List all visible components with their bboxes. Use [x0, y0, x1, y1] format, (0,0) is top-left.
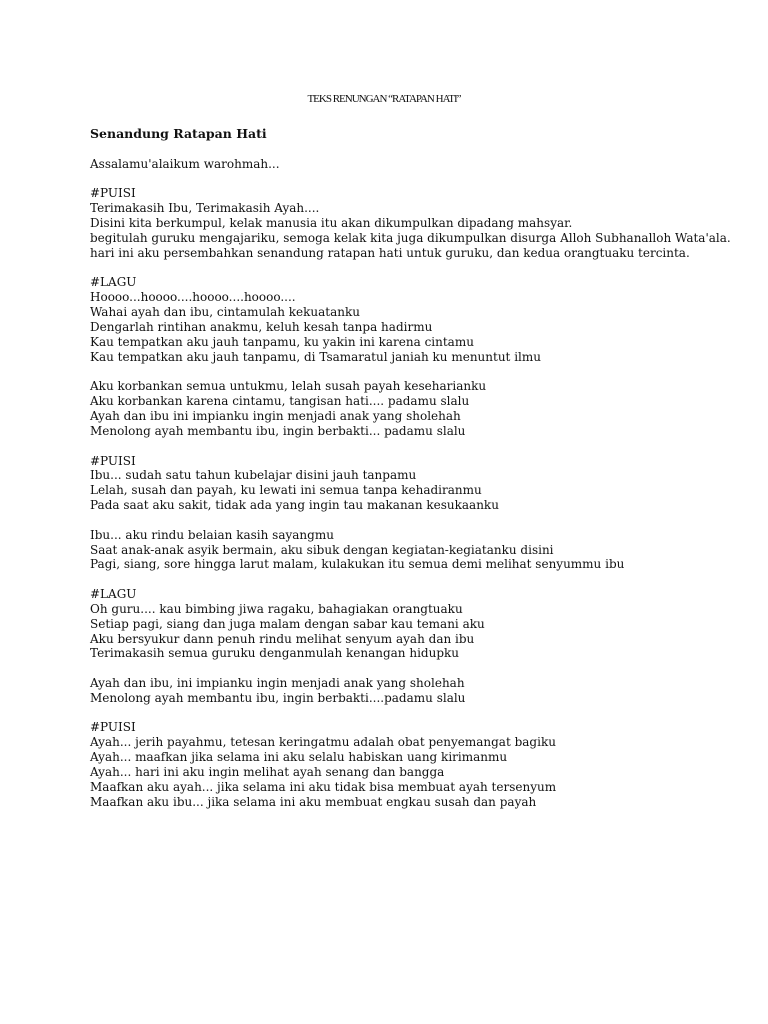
paragraph — [90, 720, 730, 809]
text-line: Maafkan aku ibu... jika selama ini aku membuat engkau susah dan payah — [90, 794, 537, 809]
text-line: Aku korbankan karena cintamu, tangisan hati.... padamu slalu — [90, 394, 470, 409]
text-line: #PUISI — [90, 720, 136, 735]
paragraph-list — [90, 157, 730, 810]
paragraph — [90, 676, 730, 706]
text-line: Aku korbankan semua untukmu, lelah susah payah keseharianku — [90, 379, 487, 394]
text-line: Menolong ayah membantu ibu, ingin berbakti....padamu slalu — [90, 690, 466, 705]
paragraph — [90, 275, 730, 364]
text-line: hari ini aku persembahkan senandung ratapan hati untuk guruku, dan kedua orangtuaku tercinta. — [90, 246, 690, 261]
paragraph — [90, 379, 730, 439]
text-line: Hoooo...hoooo....hoooo....hoooo.... — [90, 290, 296, 305]
document-title: TEKS RENUNGAN “RATAPAN HATI” — [307, 93, 461, 105]
text-line: Pada saat aku sakit, tidak ada yang ingin tau makanan kesukaanku — [90, 498, 499, 513]
text-line: #LAGU — [90, 275, 137, 290]
text-line: Dengarlah rintihan anakmu, keluh kesah tanpa hadirmu — [90, 320, 433, 335]
text-line: Oh guru.... kau bimbing jiwa ragaku, bahagiakan orangtuaku — [90, 601, 463, 616]
paragraph — [90, 528, 730, 573]
text-line: Menolong ayah membantu ibu, ingin berbakti... padamu slalu — [90, 424, 466, 439]
text-line: Setiap pagi, siang dan juga malam dengan sabar kau temani aku — [90, 616, 485, 631]
text-line: Aku bersyukur dann penuh rindu melihat senyum ayah dan ibu — [90, 631, 475, 646]
paragraph — [90, 454, 730, 514]
text-line: Ayah dan ibu, ini impianku ingin menjadi anak yang sholehah — [90, 675, 465, 690]
text-line: Saat anak-anak asyik bermain, aku sibuk dengan kegiatan-kegiatanku disini — [90, 542, 554, 557]
text-line: Maafkan aku ayah... jika selama ini aku tidak bisa membuat ayah tersenyum — [90, 779, 557, 794]
text-line: begitulah guruku mengajariku, semoga kelak kita juga dikumpulkan disurga Alloh Subhanalloh Wata'ala. — [90, 231, 731, 246]
text-line: Terimakasih semua guruku denganmulah kenangan hidupku — [90, 646, 460, 661]
text-line: Wahai ayah dan ibu, cintamulah kekuatanku — [90, 305, 361, 320]
text-line: Ayah... maafkan jika selama ini aku selalu habiskan uang kirimanmu — [90, 750, 508, 764]
section-heading: Senandung Ratapan Hati — [90, 126, 267, 141]
paragraph — [90, 157, 730, 172]
text-line: Ayah dan ibu ini impianku ingin menjadi anak yang sholehah — [90, 409, 461, 424]
text-line: Ibu... aku rindu belaian kasih sayangmu — [90, 527, 334, 542]
text-line: Ibu... sudah satu tahun kubelajar disini jauh tanpamu — [90, 468, 417, 483]
text-line: Assalamu'alaikum warohmah... — [90, 157, 280, 171]
text-line: Terimakasih Ibu, Terimakasih Ayah.... — [90, 201, 320, 216]
text-line: Ayah... jerih payahmu, tetesan keringatmu adalah obat penyemangat bagiku — [90, 735, 556, 750]
text-line: #LAGU — [90, 586, 137, 601]
text-line: #PUISI — [90, 453, 136, 468]
text-line: Pagi, siang, sore hingga larut malam, kulakukan itu semua demi melihat senyummu ibu — [90, 557, 625, 572]
paragraph — [90, 186, 730, 261]
paragraph — [90, 587, 730, 662]
text-line: Lelah, susah dan payah, ku lewati ini semua tanpa kehadiranmu — [90, 483, 482, 498]
text-line: Ayah... hari ini aku ingin melihat ayah senang dan bangga — [90, 764, 445, 779]
text-line: Disini kita berkumpul, kelak manusia itu akan dikumpulkan dipadang mahsyar. — [90, 216, 573, 231]
text-line: Kau tempatkan aku jauh tanpamu, di Tsamaratul janiah ku menuntut ilmu — [90, 349, 541, 364]
document-body — [90, 126, 730, 824]
text-line: Kau tempatkan aku jauh tanpamu, ku yakin ini karena cintamu — [90, 335, 474, 350]
text-line: #PUISI — [90, 186, 136, 201]
